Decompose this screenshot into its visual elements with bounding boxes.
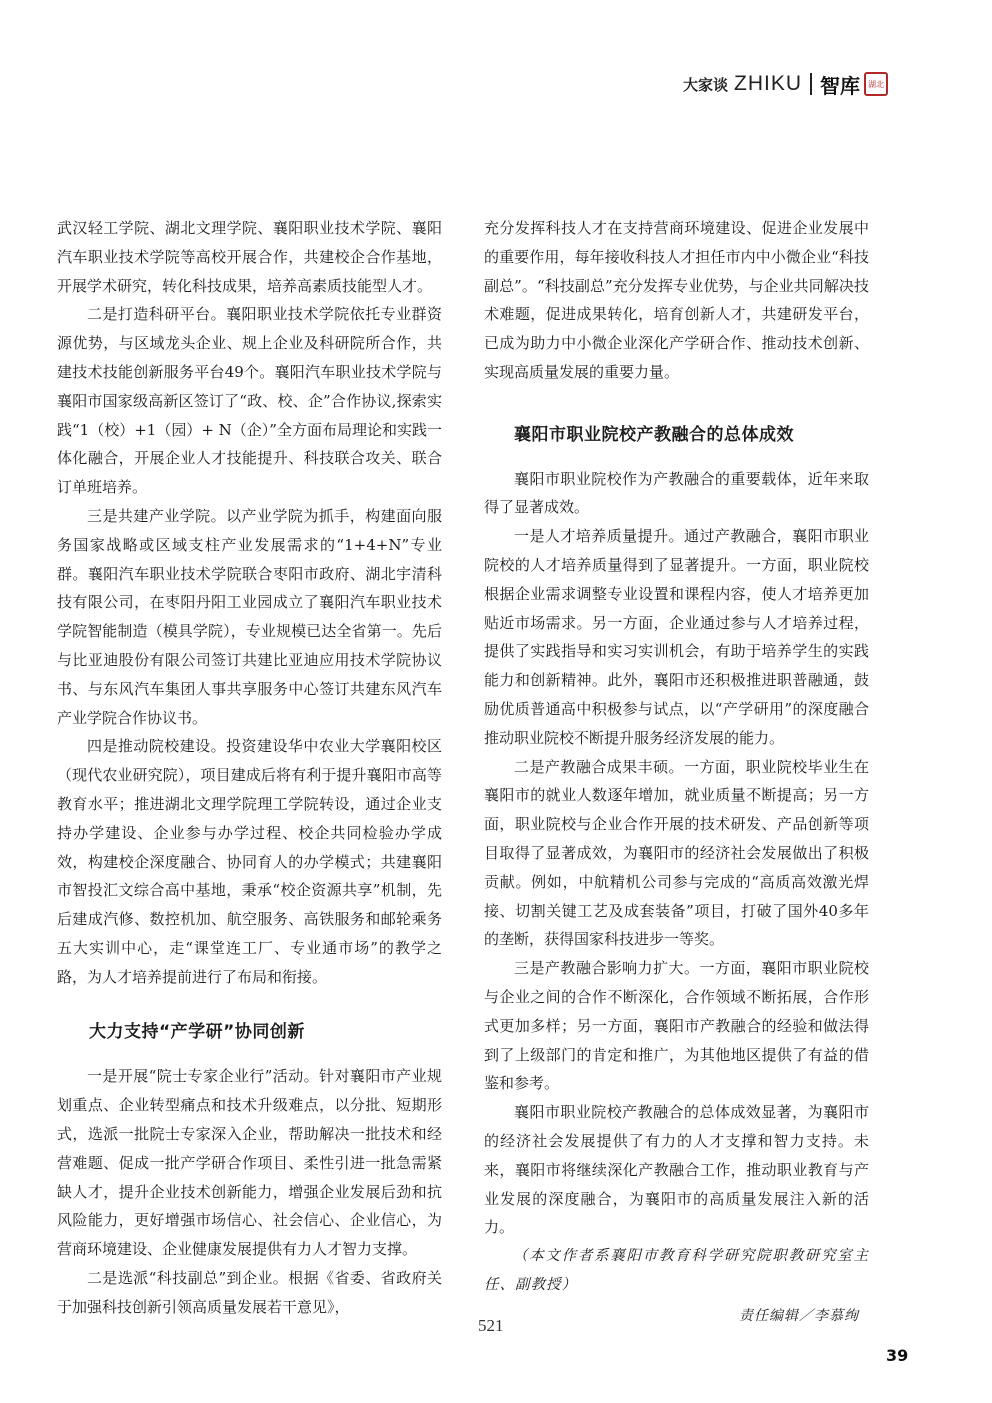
- body-paragraph: 二是选派“科技副总”到企业。根据《省委、省政府关于加强科技创新引领高质量发展若干意见》，: [57, 1268, 442, 1316]
- body-paragraph: 三是产教融合影响力扩大。一方面，襄阳市职业院校与企业之间的合作不断深化，合作领域不断拓展，合作形式更加多样；另一方面，襄阳市产教融合的经验和做法得到了上级部门的肯定和推广，为其他地区提供了有益的借鉴和参考。: [484, 959, 869, 1093]
- left-column: [57, 214, 442, 1321]
- body-paragraph: 襄阳市职业院校作为产教融合的重要载体，近年来取得了显著成效。: [484, 469, 869, 517]
- header-column-name: 大家谈: [682, 75, 728, 94]
- page-header: [683, 68, 888, 100]
- body-paragraph: 武汉轻工学院、湖北文理学院、襄阳职业技术学院、襄阳汽车职业技术学院等高校开展合作，共建校企合作基地，开展学术研究，转化科技成果，培养高素质技能型人才。: [57, 219, 442, 295]
- header-latin-title: ZHIKU: [734, 72, 802, 95]
- editor-credit: 责任编辑／李慕绚: [739, 1307, 859, 1324]
- section-heading: 大力支持“产学研”协同创新: [89, 1021, 305, 1042]
- body-paragraph: 充分发挥科技人才在支持营商环境建设、促进企业发展中的重要作用，每年接收科技人才担任市内中小微企业“科技副总”。“科技副总”充分发挥专业优势，与企业共同解决技术难题，促进成果转化，培育创新人才，共建研发平台，已成为助力中小微企业深化产学研合作、推动技术创新、实现高质量发展的重要力量。: [484, 219, 869, 381]
- body-paragraph: 二是打造科研平台。襄阳职业技术学院依托专业群资源优势，与区域龙头企业、规上企业及科研院所合作，共建技术技能创新服务平台49个。襄阳汽车职业技术学院与襄阳市国家级高新区签订了“政、校、企”合作协议,探索实践“1（校）+1（园）+ N（企）”全方面布局理论和实践一体化融合，开展企业人才技能提升、科技联合攻关、联合订单班培养。: [57, 305, 442, 497]
- seal-logo-icon: 湖北: [864, 72, 888, 96]
- header-divider: [810, 73, 812, 95]
- body-paragraph: 三是共建产业学院。以产业学院为抓手，构建面向服务国家战略或区域支柱产业发展需求的“1+4+N”专业群。襄阳汽车职业技术学院联合枣阳市政府、湖北宇清科技有限公司，在枣阳丹阳工业园成立了襄阳汽车职业技术学院智能制造（模具学院），专业规模已达全省第一。先后与比亚迪股份有限公司签订共建比亚迪应用技术学院协议书、与东风汽车集团人事共享服务中心签订共建东风汽车产业学院合作协议书。: [57, 506, 442, 727]
- section-heading: 襄阳市职业院校产教融合的总体成效: [514, 424, 794, 445]
- body-paragraph: 襄阳市职业院校产教融合的总体成效显著，为襄阳市的经济社会发展提供了有力的人才支撑和智力支持。未来，襄阳市将继续深化产教融合工作，推动职业教育与产业发展的深度融合，为襄阳市的高质量发展注入新的活力。: [484, 1103, 869, 1237]
- header-section-title: 智库: [820, 73, 860, 98]
- author-note: （本文作者系襄阳市教育科学研究院职教研究室主任、副教授）: [484, 1248, 869, 1293]
- body-paragraph: 二是产教融合成果丰硕。一方面，职业院校毕业生在襄阳市的就业人数逐年增加，就业质量不断提高；另一方面，职业院校与企业合作开展的技术研发、产品创新等项目取得了显著成效，为襄阳市的经济社会发展做出了积极贡献。例如，中航精机公司参与完成的“高质高效激光焊接、切割关键工艺及成套装备”项目，打破了国外40多年的垄断，获得国家科技进步一等奖。: [484, 757, 869, 949]
- right-column: [484, 214, 869, 1330]
- body-paragraph: 一是人才培养质量提升。通过产教融合，襄阳市职业院校的人才培养质量得到了显著提升。一方面，职业院校根据企业需求调整专业设置和课程内容，使人才培养更加贴近市场需求。另一方面，企业通过参与人才培养过程，提供了实践指导和实习实训机会，有助于培养学生的实践能力和创新精神。此外，襄阳市还积极推进职普融通，鼓励优质普通高中积极参与试点，以“产学研用”的深度融合推动职业院校不断提升服务经济发展的能力。: [484, 527, 869, 747]
- corner-page-number: 39: [886, 1346, 909, 1365]
- body-paragraph: 四是推动院校建设。投资建设华中农业大学襄阳校区（现代农业研究院），项目建成后将有利于提升襄阳市高等教育水平；推进湖北文理学院理工学院转设，通过企业支持办学建设、企业参与办学过程、校企共同检验办学成效，构建校企深度融合、协同育人的办学模式；共建襄阳市智投汇文综合高中基地，秉承“校企资源共享”机制，先后建成汽修、数控机加、航空服务、高铁服务和邮轮乘务五大实训中心，走“课堂连工厂、专业通市场”的教学之路，为人才培养提前进行了布局和衔接。: [57, 737, 442, 986]
- page-number: 521: [478, 1316, 504, 1335]
- body-paragraph: 一是开展“院士专家企业行”活动。针对襄阳市产业规划重点、企业转型痛点和技术升级难点，以分批、短期形式，选派一批院士专家深入企业，帮助解决一批技术和经营难题、促成一批产学研合作项目、柔性引进一批急需紧缺人才，提升企业技术创新能力，增强企业发展后劲和抗风险能力，更好增强市场信心、社会信心、企业信心，为营商环境建设、企业健康发展提供有力人才智力支撑。: [57, 1067, 442, 1259]
